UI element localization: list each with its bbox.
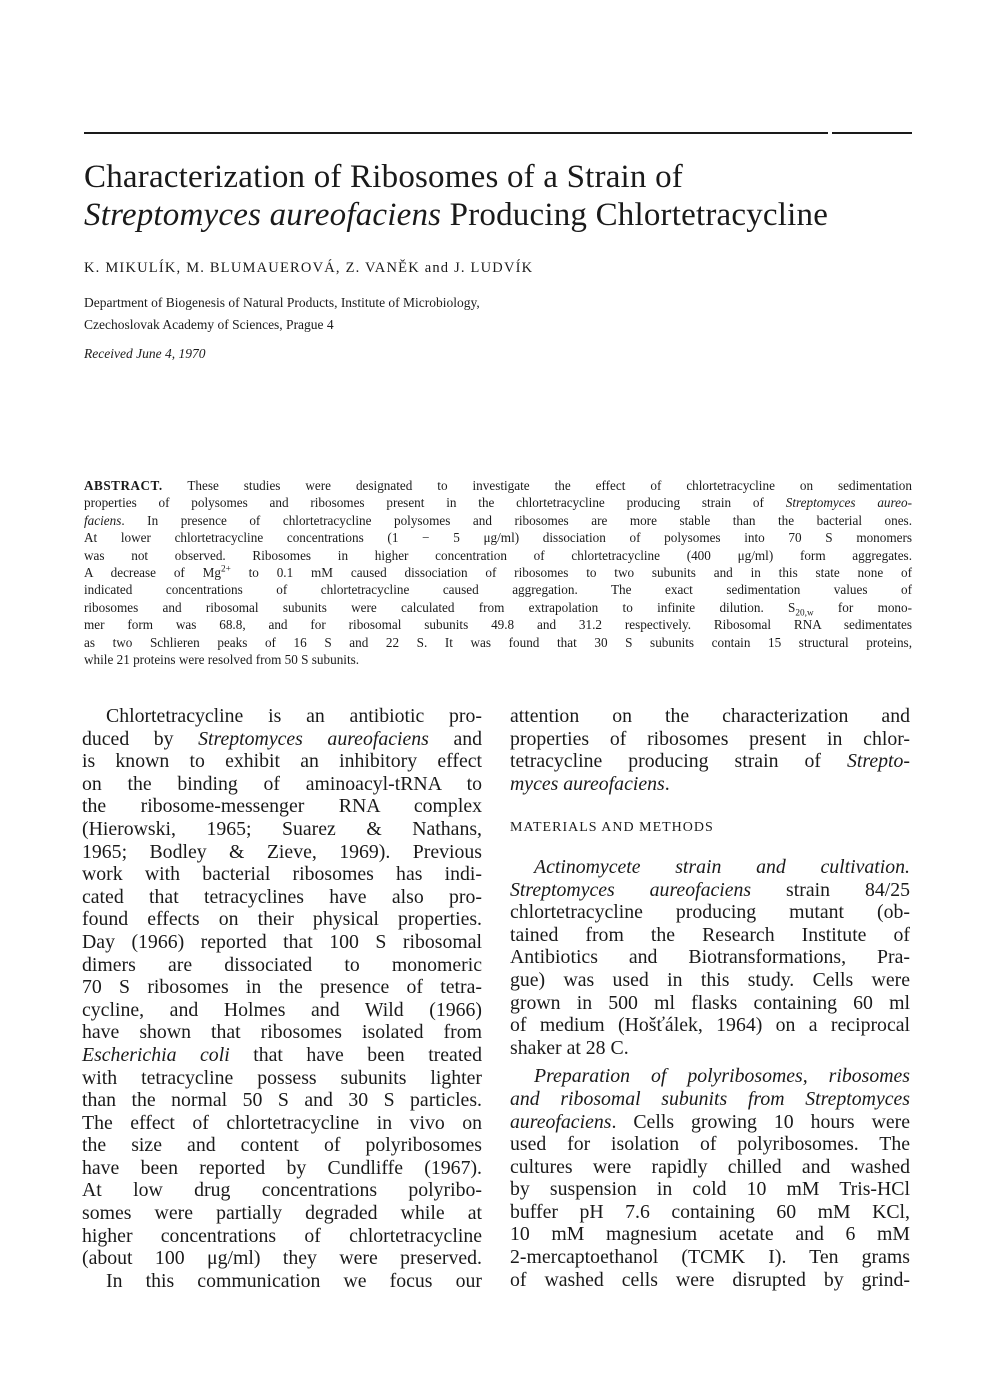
body-text: strain 84/25: [751, 878, 911, 901]
header-rule: [84, 132, 828, 134]
body-line: higher concentrations of chlortetracycline: [82, 1224, 482, 1247]
body-line: The effect of chlortetracycline in vivo on: [82, 1111, 482, 1134]
body-line: Antibiotics and Biotransformations, Pra-: [510, 946, 910, 969]
body-line: gue) was used in this study. Cells were: [510, 968, 910, 991]
abstract-subscript: 20,w: [795, 607, 814, 618]
body-line: (about 100 μg/ml) they were preserved.: [82, 1247, 482, 1270]
body-line: by suspension in cold 10 mM Tris-HCl: [510, 1178, 910, 1201]
body-line: found effects on their physical properties.: [82, 908, 482, 931]
abstract-italic: faciens: [84, 512, 122, 528]
abstract-line: [84, 564, 912, 581]
body-italic: Streptomyces aureofaciens: [510, 878, 752, 901]
body-line: grown in 500 ml flasks containing 60 ml: [510, 991, 910, 1014]
abstract-line: while 21 proteins were resolved from 50 S subunits.: [84, 651, 360, 667]
abstract-line: mer form was 68.8, and for ribosomal subunits 49.8 and 31.2 respectively. Ribosomal RNA sedimentates: [84, 617, 912, 633]
body-line: of medium (Hošťálek, 1964) on a reciprocal: [510, 1014, 910, 1037]
body-line: used for isolation of polyribosomes. The: [510, 1133, 910, 1156]
body-line: have shown that ribosomes isolated from: [82, 1021, 482, 1044]
body-text: that have been treated: [229, 1043, 482, 1066]
abstract-text: A decrease of Mg: [84, 564, 221, 580]
body-line: cated that tetracyclines have also pro-: [82, 885, 482, 908]
body-line: with tetracycline possess subunits lighter: [82, 1066, 482, 1089]
body-line: somes were partially degraded while at: [82, 1202, 482, 1225]
body-line: 10 mM magnesium acetate and 6 mM: [510, 1223, 910, 1246]
subsection-title: Preparation of polyribosomes, ribosomes: [534, 1065, 910, 1088]
body-line: Chlortetracycline is an antibiotic pro-: [106, 705, 482, 727]
body-line: [510, 856, 910, 879]
body-line: the ribosome-messenger RNA complex: [82, 795, 482, 818]
body-line: [510, 1065, 910, 1088]
abstract: [84, 477, 912, 668]
subsection-title: Actinomycete strain and cultivation.: [534, 855, 910, 878]
body-line: In this communication we focus our: [106, 1269, 482, 1292]
body-line: [82, 1044, 482, 1067]
abstract-text: These studies were designated to investigate the effect of chlortetracycline on sedimentation: [162, 478, 912, 493]
abstract-line: as two Schlieren peaks of 16 S and 22 S. It was found that 30 S subunits contain 15 structural proteins,: [84, 634, 912, 650]
body-line: attention on the characterization and: [510, 705, 910, 727]
body-line: [510, 1111, 910, 1134]
body-text: and: [428, 727, 483, 750]
body-line: Day (1966) reported that 100 S ribosomal: [82, 930, 482, 953]
body-line: [510, 1088, 910, 1111]
body-line: 1965; Bodley & Zieve, 1969). Previous: [82, 840, 482, 863]
title-line-2: [84, 196, 924, 234]
section-heading: MATERIALS AND METHODS: [510, 820, 714, 836]
title-line-2-rest: Producing Chlortetracycline: [441, 197, 829, 233]
body-line: [510, 879, 910, 902]
body-line: work with bacterial ribosomes has indi-: [82, 863, 482, 886]
abstract-italic: Streptomyces aureo-: [785, 495, 913, 511]
body-line: properties of ribosomes present in chlor-: [510, 727, 910, 750]
received-date: Received June 4, 1970: [84, 346, 206, 361]
body-line: chlortetracycline producing mutant (ob-: [510, 901, 910, 924]
abstract-line: [84, 599, 912, 616]
body-line: is known to exhibit an inhibitory effect: [82, 750, 482, 773]
header-rule-short: [832, 132, 912, 134]
abstract-superscript: 2+: [220, 563, 231, 574]
affiliation: [84, 292, 480, 336]
abstract-text: ribosomes and ribosomal subunits were calculated from extrapolation to infinite dilution. S: [84, 599, 796, 615]
body-line: on the binding of aminoacyl-tRNA to: [82, 772, 482, 795]
body-column-left: [82, 705, 482, 1292]
abstract-text: properties of polysomes and ribosomes present in the chlortetracycline producing strain of: [84, 495, 786, 511]
title-line-1: Characterization of Ribosomes of a Strain of: [84, 159, 683, 195]
affiliation-line-2: Czechoslovak Academy of Sciences, Prague 4: [84, 317, 334, 332]
body-line: [82, 728, 482, 751]
article-title: [84, 158, 924, 234]
body-line: the size and content of polyribosomes: [82, 1134, 482, 1157]
abstract-text: to 0.1 mM caused dissociation of ribosomes to two subunits and in this state none of: [230, 564, 912, 580]
body-italic: Streptomyces aureofaciens: [198, 727, 429, 750]
body-line: have been reported by Cundliffe (1967).: [82, 1156, 482, 1179]
body-line: shaker at 28 C.: [510, 1036, 629, 1059]
abstract-line: At lower chlortetracycline concentrations (1 − 5 μg/ml) dissociation of polysomes into 70 S monomers: [84, 530, 912, 546]
body-line: cultures were rapidly chilled and washed: [510, 1155, 910, 1178]
abstract-keyword: ABSTRACT.: [84, 478, 163, 493]
body-line: (Hierowski, 1965; Suarez & Nathans,: [82, 817, 482, 840]
body-text: . Cells growing 10 hours were: [611, 1110, 910, 1133]
affiliation-line-1: Department of Biogenesis of Natural Products, Institute of Microbiology,: [84, 295, 480, 310]
abstract-line: [84, 494, 912, 511]
body-italic: myces aureofaciens: [510, 772, 665, 795]
body-line: than the normal 50 S and 30 S particles.: [82, 1089, 482, 1112]
body-line: buffer pH 7.6 containing 60 mM KCl,: [510, 1200, 910, 1223]
subsection-title: and ribosomal subunits from Streptomyces: [510, 1087, 910, 1110]
body-text: duced by: [82, 727, 199, 750]
body-line: 2-mercaptoethanol (TCMK I). Ten grams: [510, 1246, 910, 1269]
author-list: K. MIKULÍK, M. BLUMAUEROVÁ, Z. VANĚK and J. LUDVÍK: [84, 260, 534, 276]
abstract-text: . In presence of chlortetracycline polysomes and ribosomes are more stable than the bacterial ones.: [121, 512, 912, 528]
body-column-right: [510, 705, 910, 1291]
abstract-text: for mono-: [813, 599, 913, 615]
body-italic: Escherichia coli: [82, 1043, 230, 1066]
abstract-line: was not observed. Ribosomes in higher concentration of chlortetracycline (400 μg/ml) form aggregates.: [84, 547, 912, 563]
body-line: [510, 750, 910, 773]
abstract-line: indicated concentrations of chlortetracycline caused aggregation. The exact sedimentation values of: [84, 582, 912, 598]
abstract-line: [84, 512, 912, 529]
body-text: .: [664, 772, 670, 795]
body-italic: Strepto-: [847, 750, 910, 773]
body-line: tained from the Research Institute of: [510, 923, 910, 946]
body-line: dimers are dissociated to monomeric: [82, 953, 482, 976]
subsection-title: aureofaciens: [510, 1110, 612, 1133]
body-line: At low drug concentrations polyribo-: [82, 1179, 482, 1202]
body-line: of washed cells were disrupted by grind-: [510, 1268, 910, 1291]
body-text: tetracycline producing strain of: [510, 750, 847, 773]
body-line: [510, 773, 910, 796]
title-species: Streptomyces aureofaciens: [84, 197, 442, 233]
body-line: 70 S ribosomes in the presence of tetra-: [82, 976, 482, 999]
body-line: cycline, and Holmes and Wild (1966): [82, 998, 482, 1021]
abstract-line: [84, 477, 912, 494]
